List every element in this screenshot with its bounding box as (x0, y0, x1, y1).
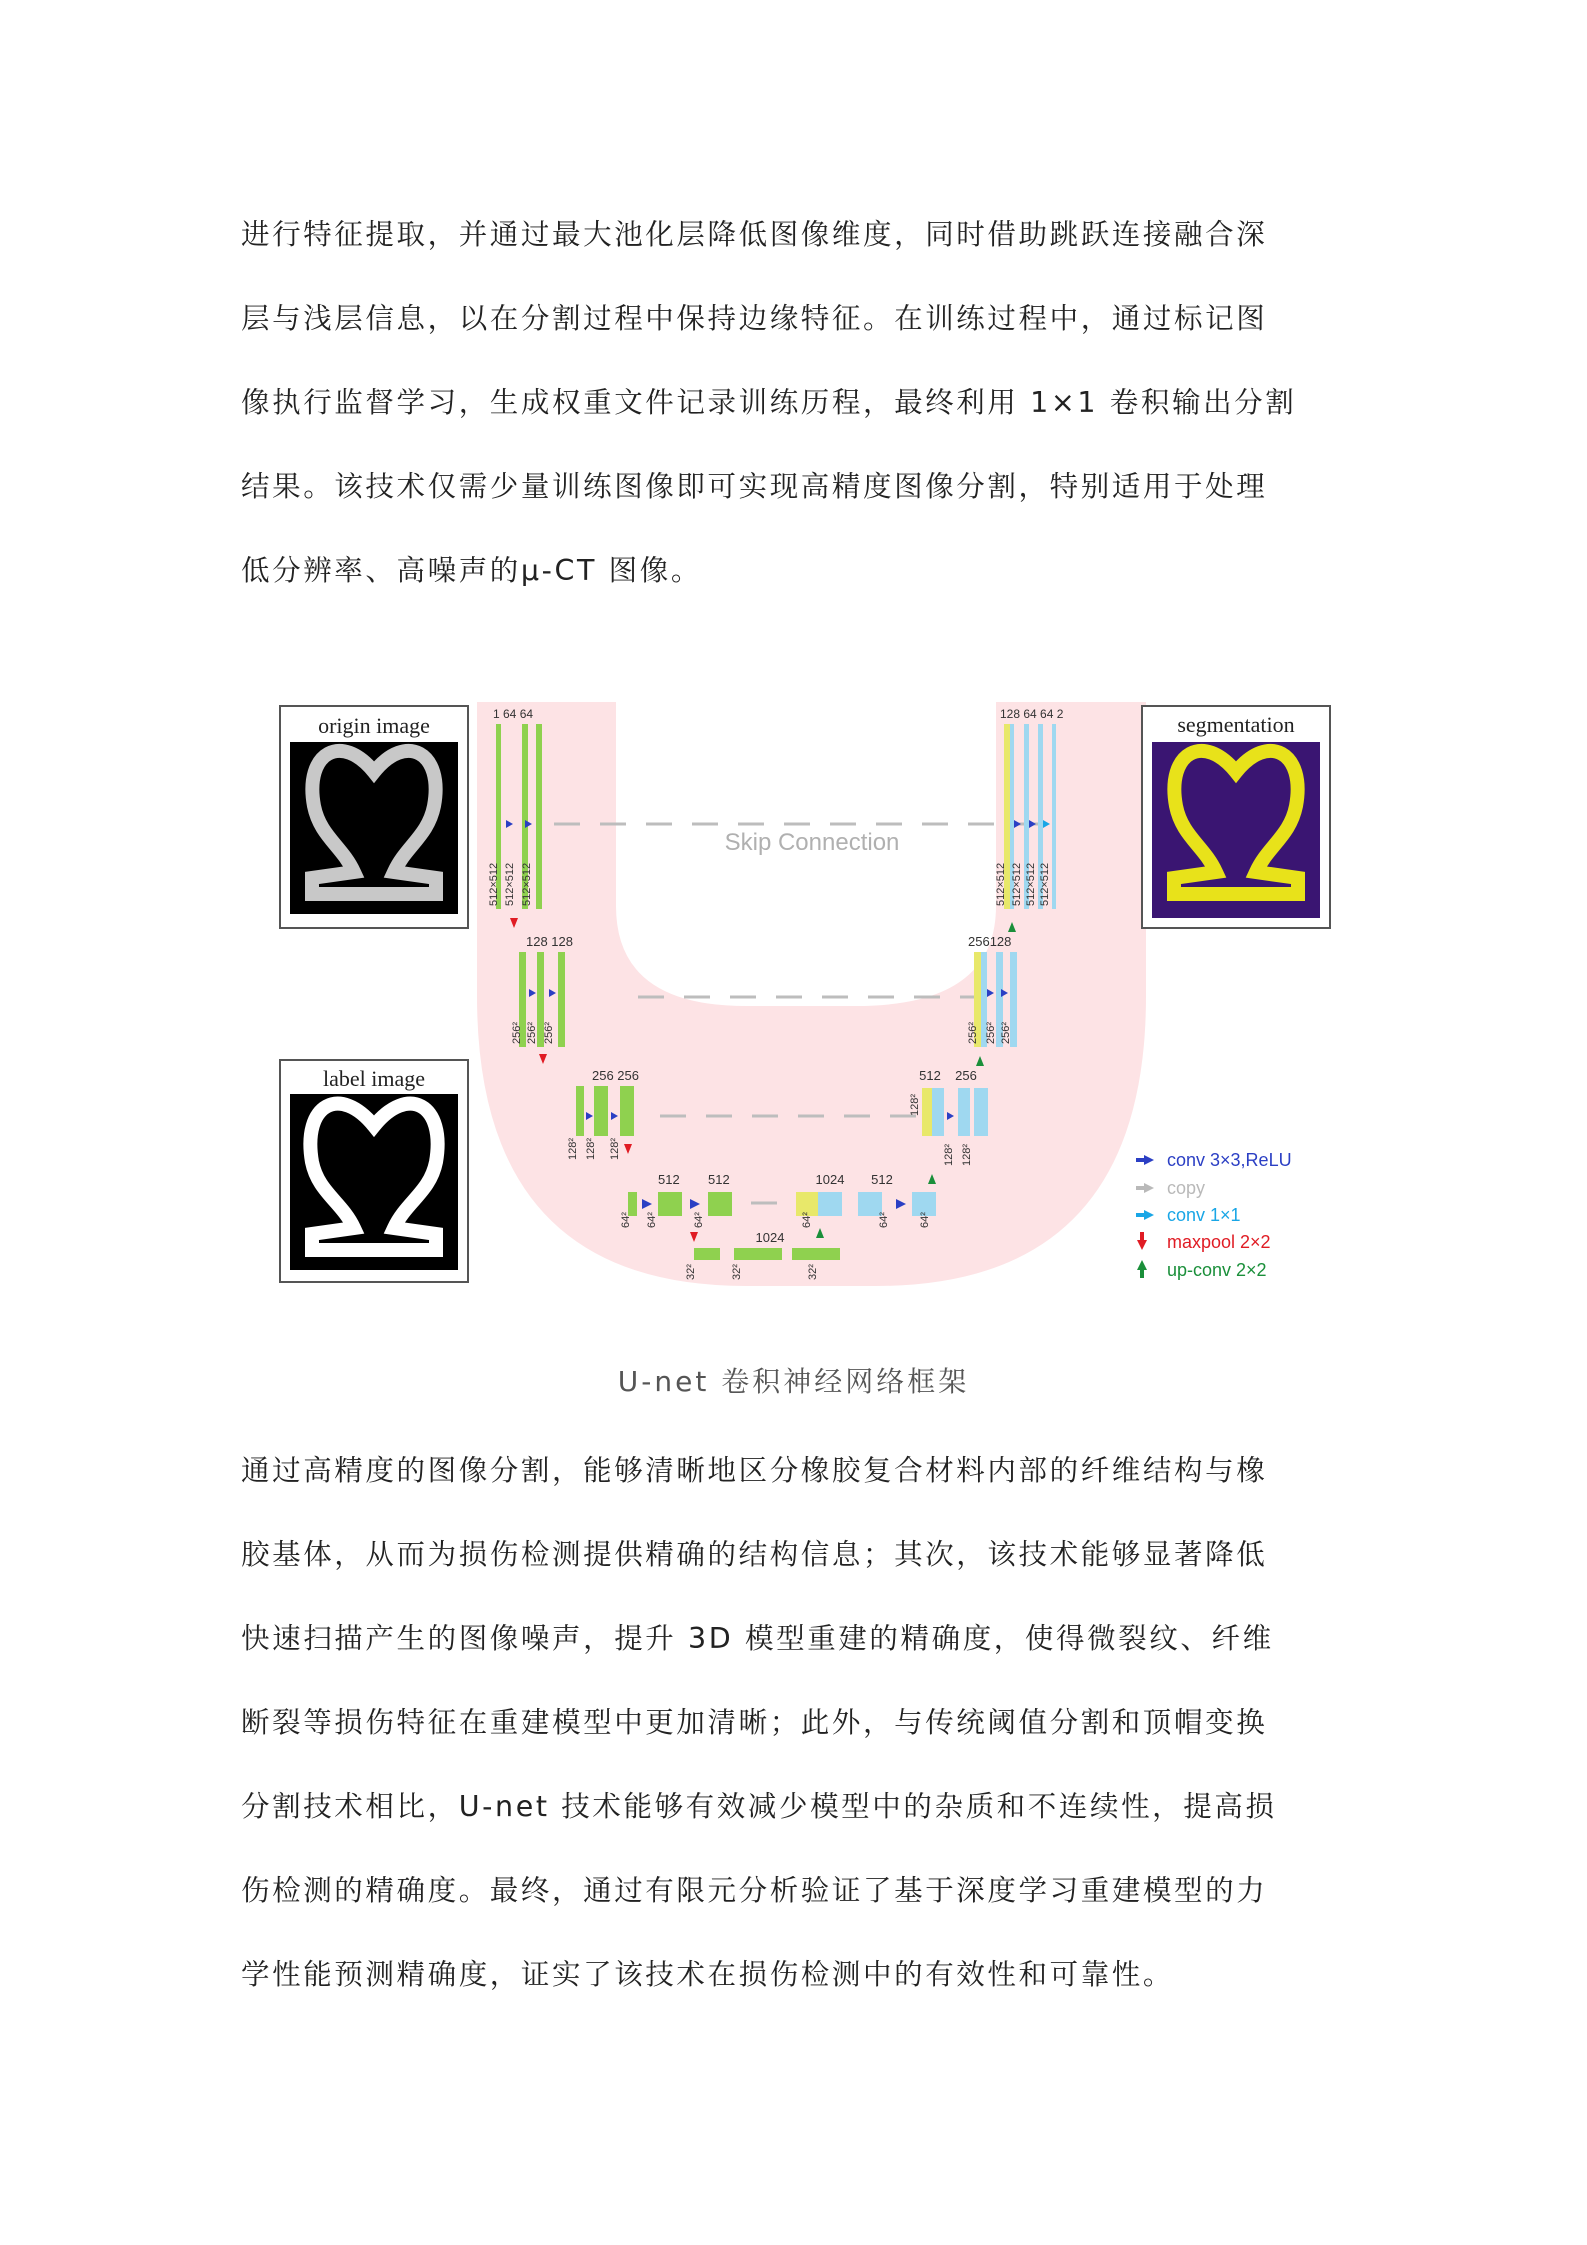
legend-label: maxpool 2×2 (1167, 1232, 1271, 1252)
conv1x1-legend-icon (1144, 1210, 1154, 1220)
size-label: 128² (943, 1143, 955, 1166)
label-image-label: label image (322, 1066, 426, 1091)
size-label: 512×512 (1011, 862, 1023, 906)
size-label: 128² (609, 1137, 621, 1160)
size-label: 256² (967, 1021, 979, 1044)
channel-label: 256128 (968, 934, 1012, 949)
legend-label: copy (1167, 1178, 1206, 1198)
segmentation-panel (1142, 706, 1330, 928)
size-label: 128² (585, 1137, 597, 1160)
size-label: 256² (985, 1021, 997, 1044)
text-line: 胶基体，从而为损伤检测提供精确的结构信息；其次，该技术能够显著降低 (241, 1538, 1268, 1571)
size-label: 256² (1000, 1021, 1012, 1044)
size-label: 64² (919, 1212, 931, 1228)
channel-label: 1 64 64 (493, 707, 534, 721)
size-label: 512×512 (521, 862, 533, 906)
size-label: 64² (878, 1212, 890, 1228)
legend-item (1136, 1178, 1205, 1198)
size-label: 128² (567, 1137, 579, 1160)
channel-label: 512 (919, 1068, 941, 1083)
u-shape-band (476, 696, 618, 702)
channel-label: 128 128 (526, 934, 573, 949)
size-label: 256² (526, 1021, 538, 1044)
channel-label: 256 (955, 1068, 977, 1083)
text-line: 进行特征提取，并通过最大池化层降低图像维度，同时借助跳跃连接融合深 (241, 218, 1268, 251)
skip-connection-label: Skip Connection (724, 829, 900, 856)
unet-diagram (276, 696, 1336, 1296)
size-label: 512×512 (488, 862, 500, 906)
paragraph-2 (241, 1429, 1353, 2017)
legend (1136, 1150, 1292, 1280)
size-label: 128² (961, 1143, 973, 1166)
text-line: 通过高精度的图像分割，能够清晰地区分橡胶复合材料内部的纤维结构与橡 (241, 1454, 1268, 1487)
size-label: 32² (685, 1264, 697, 1280)
label-image-panel (280, 1060, 468, 1282)
origin-image-label: origin image (318, 713, 430, 738)
legend-item (1137, 1260, 1267, 1280)
size-label: 512×512 (1025, 862, 1037, 906)
unet-figure (276, 696, 1336, 1296)
size-label: 512×512 (504, 862, 516, 906)
channel-label: 256 256 (592, 1068, 639, 1083)
channel-label: 128 64 64 2 (1000, 707, 1064, 721)
size-label: 64² (693, 1212, 705, 1228)
text-line: 分割技术相比，U-net 技术能够有效减少模型中的杂质和不连续性，提高损 (241, 1790, 1277, 1823)
size-label: 256² (543, 1021, 555, 1044)
legend-item (1136, 1205, 1241, 1225)
channel-label: 512 (708, 1172, 730, 1187)
segmentation-label: segmentation (1177, 712, 1295, 737)
size-label: 512×512 (995, 862, 1007, 906)
legend-item (1137, 1232, 1271, 1252)
channel-label: 1024 (815, 1172, 845, 1187)
upconv-legend-icon (1137, 1260, 1147, 1270)
channel-label: 512 (871, 1172, 893, 1187)
text-line: 伤检测的精确度。最终，通过有限元分析验证了基于深度学习重建模型的力 (241, 1874, 1268, 1907)
legend-label: conv 1×1 (1167, 1205, 1241, 1225)
conv-legend-icon (1144, 1155, 1154, 1165)
size-label: 32² (731, 1264, 743, 1280)
maxpool-legend-icon (1137, 1240, 1147, 1250)
text-line: 快速扫描产生的图像噪声，提升 3D 模型重建的精确度，使得微裂纹、纤维 (241, 1622, 1274, 1655)
legend-label: conv 3×3,ReLU (1167, 1150, 1292, 1170)
text-line: 学性能预测精确度，证实了该技术在损伤检测中的有效性和可靠性。 (241, 1958, 1175, 1991)
copy-legend-icon (1144, 1183, 1154, 1193)
text-line: 断裂等损伤特征在重建模型中更加清晰；此外，与传统阈值分割和顶帽变换 (241, 1706, 1268, 1739)
legend-label: up-conv 2×2 (1167, 1260, 1267, 1280)
size-label: 32² (807, 1264, 819, 1280)
origin-image-panel (280, 706, 468, 928)
size-label: 64² (620, 1212, 632, 1228)
size-label: 128² (909, 1093, 921, 1116)
text-line: 像执行监督学习，生成权重文件记录训练历程，最终利用 1×1 卷积输出分割 (241, 386, 1297, 419)
size-label: 64² (801, 1212, 813, 1228)
size-label: 256² (511, 1021, 523, 1044)
legend-item (1136, 1150, 1292, 1170)
channel-label: 512 (658, 1172, 680, 1187)
text-line: 层与浅层信息，以在分割过程中保持边缘特征。在训练过程中，通过标记图 (241, 302, 1268, 335)
size-label: 64² (646, 1212, 658, 1228)
text-line: 结果。该技术仅需少量训练图像即可实现高精度图像分割，特别适用于处理 (241, 470, 1268, 503)
paragraph-1 (241, 193, 1353, 613)
size-label: 512×512 (1039, 862, 1051, 906)
figure-caption: U-net 卷积神经网络框架 (617, 1365, 970, 1398)
channel-label: 1024 (755, 1230, 785, 1245)
text-line: 低分辨率、高噪声的μ-CT 图像。 (241, 554, 702, 587)
